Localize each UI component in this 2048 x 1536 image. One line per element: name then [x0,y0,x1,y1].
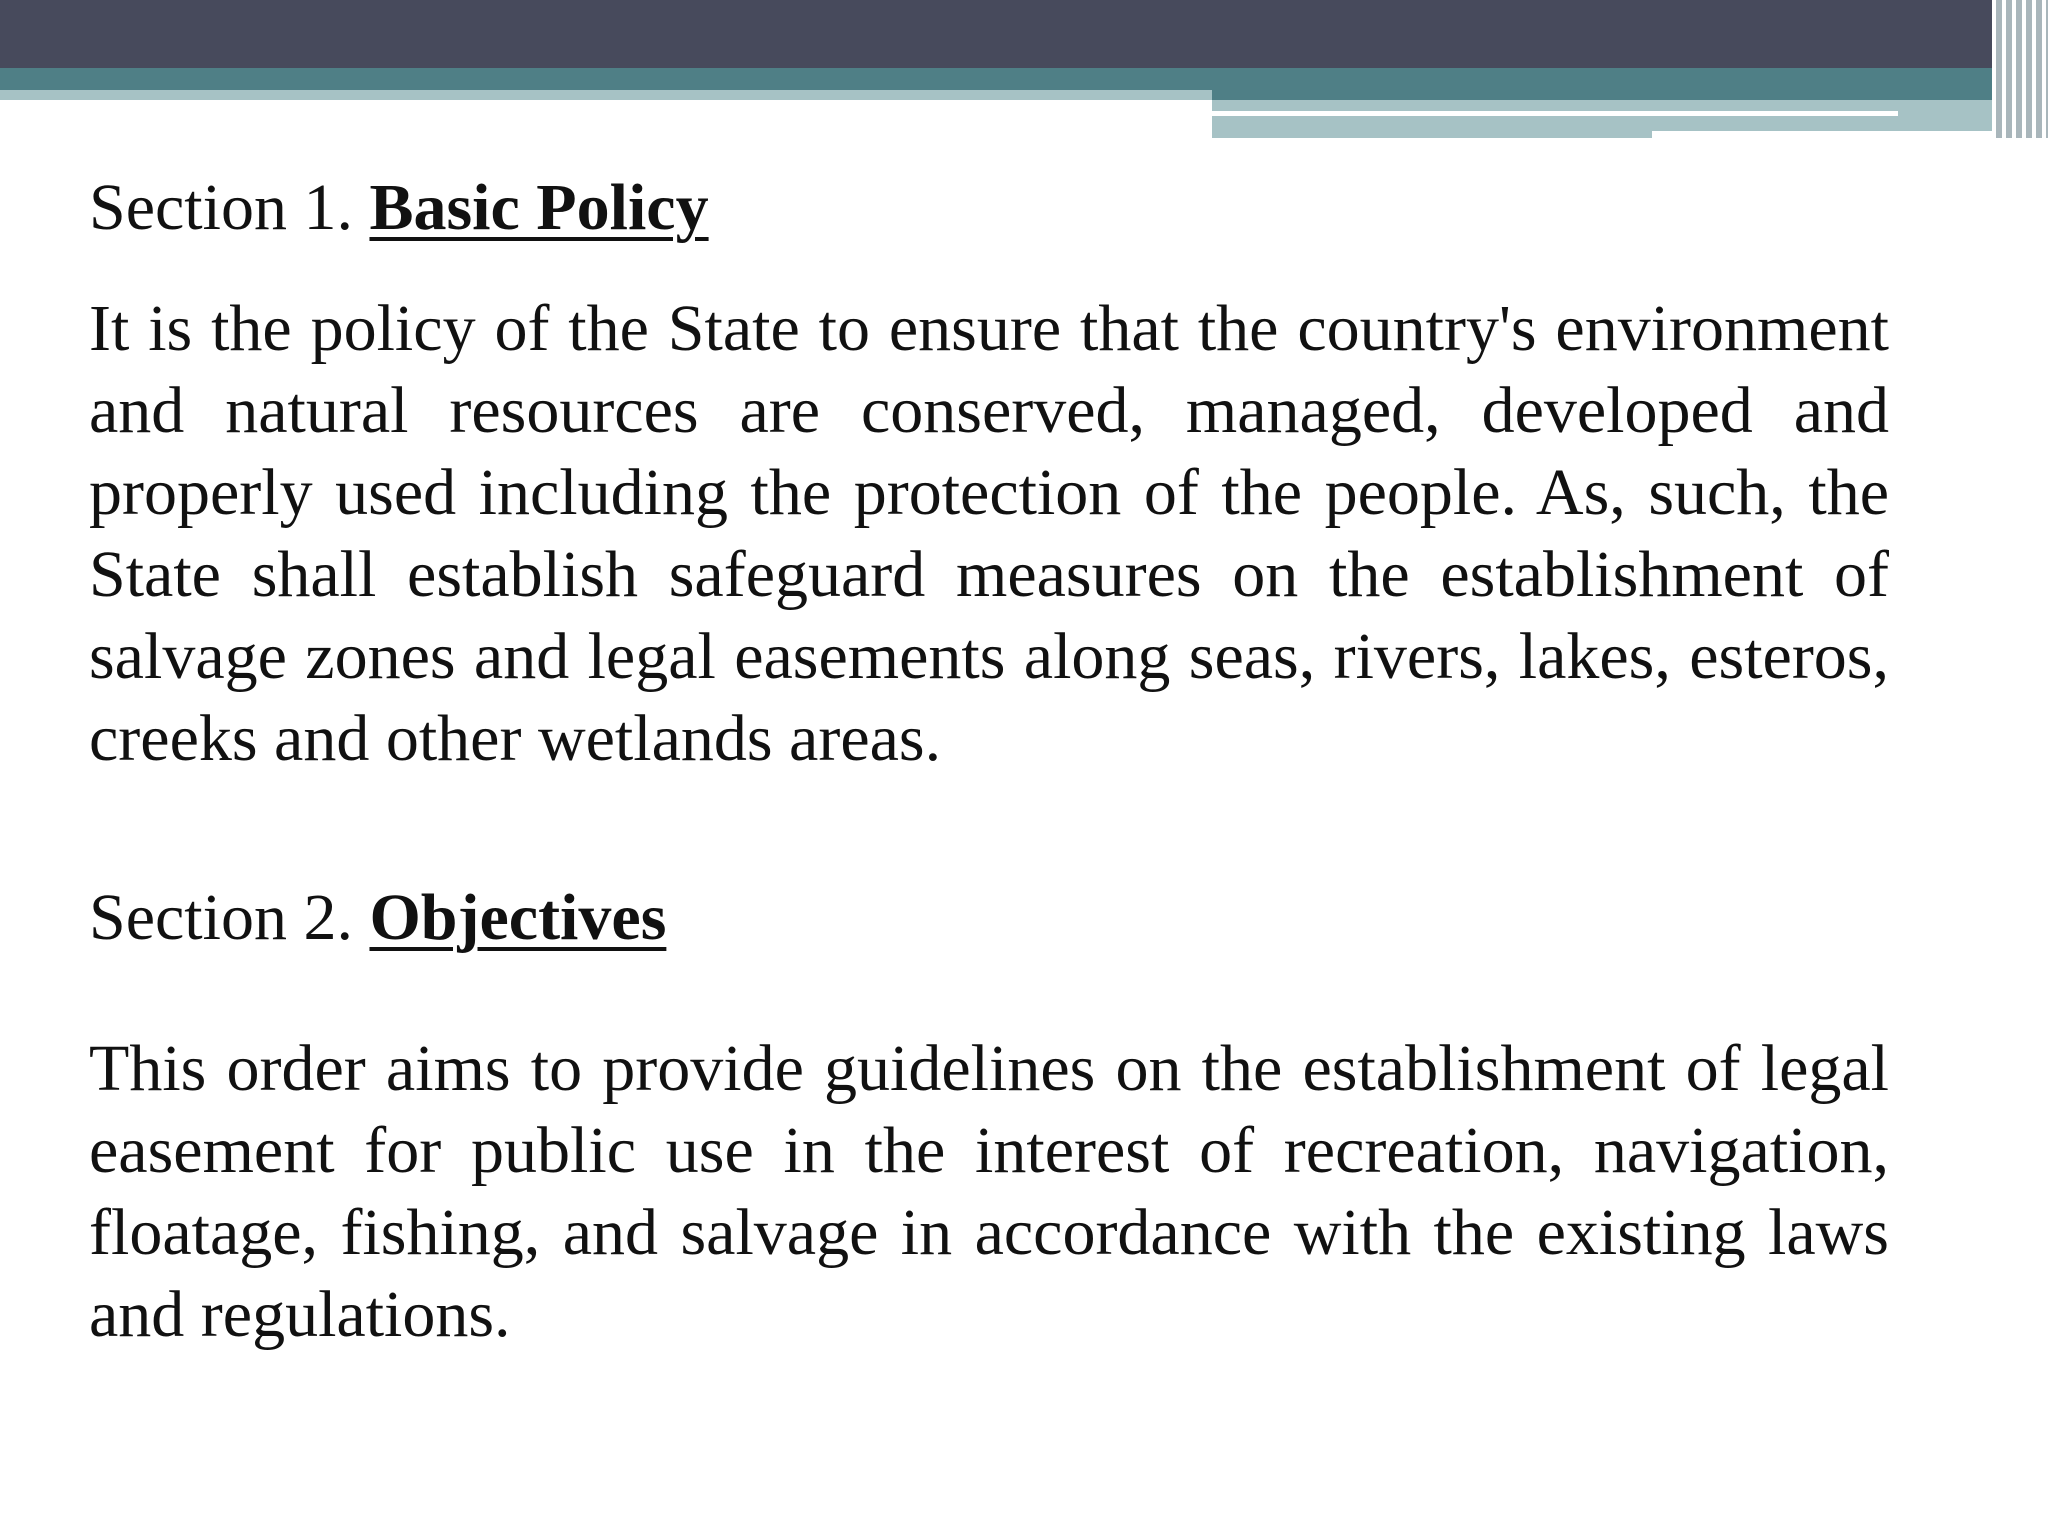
section-1-body: It is the policy of the State to ensure that the country's environment and natural resources are conserved, managed, developed and properly used including the protection of the people. As, such, the State shall establish safeguard measures on the establishment of salvage zones and legal easements along seas, rivers, lakes, esteros, creeks and other wetlands areas. [89,292,1889,775]
header-light-band [0,90,1212,100]
section-2-title: Objectives [369,881,667,954]
section-1-title: Basic Policy [369,171,709,244]
slide-content [89,168,1889,1356]
header-white-line [1212,111,1898,116]
section-2-prefix: Section 2. [89,881,353,954]
section-1-heading [89,168,1889,248]
section-2-heading [89,878,1889,958]
header-right-band [1212,90,2048,100]
header-white-line-short [1652,131,2048,138]
section-2-body: This order aims to provide guidelines on the establishment of legal easement for public use in the interest of recreation, navigation, floatage, fishing, and salvage in accordance with the existing laws and regulations. [89,1032,1889,1351]
header-bar [0,0,2048,68]
header-accent-band [0,68,2048,90]
section-1-prefix: Section 1. [89,171,353,244]
header-stripes [1992,0,2048,138]
